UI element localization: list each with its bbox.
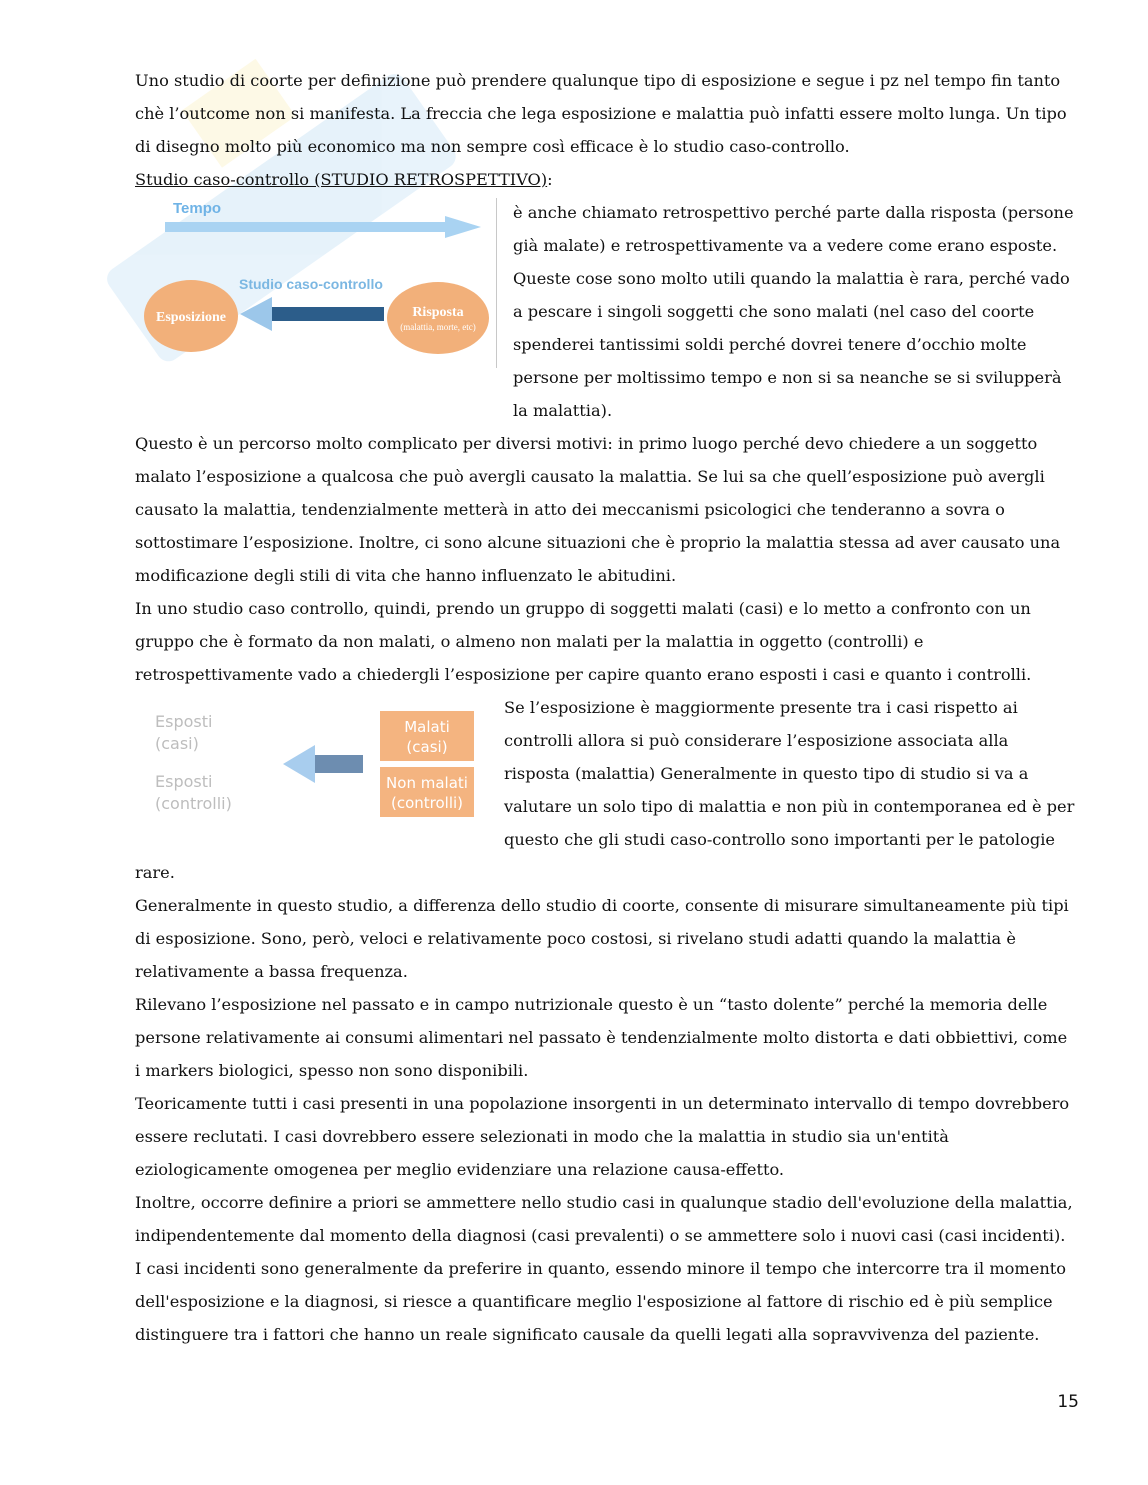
paragraph-intro: Uno studio di coorte per definizione può prendere qualunque tipo di esposizione e segue i pz nel tempo fin tanto chè l’outcome non si manifesta. La freccia che lega esposizione e malattia può infatti essere molto lunga. Un tipo di disegno molto più economico ma non sempre così efficace è lo studio caso-controllo. bbox=[135, 71, 1067, 156]
exposure-arrow-head bbox=[283, 745, 315, 783]
paragraph-prevalent-incident: Inoltre, occorre definire a priori se ammettere nello studio casi in qualunque stadio dell'evoluzione della malattia, indipendentemente dal momento della diagnosi (casi prevalenti) o se ammettere solo i nuovi casi (casi incidenti). bbox=[135, 1193, 1073, 1245]
exposure-diagram bbox=[135, 697, 490, 827]
tempo-arrow-shaft bbox=[165, 222, 445, 232]
section-heading-line bbox=[135, 163, 1075, 196]
esposti-casi-line2: (casi) bbox=[155, 734, 199, 753]
figure-exposed-cases-controls bbox=[135, 691, 490, 847]
tempo-label: Tempo bbox=[173, 200, 222, 217]
paragraph-retrospective: è anche chiamato retrospettivo perché parte dalla risposta (persone già malate) e retrospettivamente va a vedere come erano esposte. Queste cose sono molto utili quando la malattia è rara, perché vado a pescare i singoli soggetti che sono malati (nel caso del coorte spenderei tantissimi soldi perché dovrei tenere d’occhio molte persone per moltissimo tempo e non si sa neanche se si svilupperà la malattia). bbox=[513, 203, 1074, 420]
paragraph-recruitment: Teoricamente tutti i casi presenti in una popolazione insorgenti in un determinato intervallo di tempo dovrebbero essere reclutati. I casi dovrebbero essere selezionati in modo che la malattia in studio sia un'entità eziologicamente omogenea per meglio evidenziare una relazione causa-effetto. bbox=[135, 1094, 1070, 1179]
section-heading: Studio caso-controllo (STUDIO RETROSPETTIVO) bbox=[135, 170, 548, 189]
paragraph-association: Se l’esposizione è maggiormente presente tra i casi rispetto ai controlli allora si può considerare l’esposizione associata alla risposta (malattia) Generalmente in questo tipo di studio si va a valutare un solo tipo di malattia e non più in contemporanea ed è per questo che gli studi caso-controllo sono importanti per le patologie rare. bbox=[135, 698, 1075, 882]
paragraph-complications: Questo è un percorso molto complicato per diversi motivi: in primo luogo perché devo chiedere a un soggetto malato l’esposizione a qualcosa che può avergli causato la malattia. Se lui sa che quell’esposizione può avergli causato la malattia, tendenzialmente metterà in atto dei meccanismi psicologici che tenderanno a sovra o sottostimare l’esposizione. Inoltre, ci sono alcune situazioni che è proprio la malattia stessa ad aver causato una modificazione degli stili di vita che hanno influenzato le abitudini. bbox=[135, 434, 1061, 585]
exposure-arrow-shaft bbox=[315, 755, 363, 773]
retro-arrow-shaft bbox=[272, 307, 384, 321]
paragraph-recall: Rilevano l’esposizione nel passato e in campo nutrizionale questo è un “tasto dolente” perché la memoria delle persone relativamente ai consumi alimentari nel passato è tendenzialmente molto distorta e dati obbiettivi, come i markers biologici, spesso non sono disponibili. bbox=[135, 995, 1068, 1080]
page-number: 15 bbox=[1057, 1392, 1079, 1412]
esposti-controlli-line1: Esposti bbox=[155, 772, 213, 791]
paragraph-incident-preferred: I casi incidenti sono generalmente da preferire in quanto, essendo minore il tempo che intercorre tra il momento dell'esposizione e la diagnosi, si riesce a quantificare meglio l'esposizione al fattore di rischio ed è più semplice distinguere tra i fattori che hanno un reale significato causale da quelli legati alla sopravvivenza del paziente. bbox=[135, 1259, 1067, 1344]
paragraph-multiple-exposures: Generalmente in questo studio, a differenza dello studio di coorte, consente di misurare simultaneamente più tipi di esposizione. Sono, però, veloci e relativamente poco costosi, si rivelano studi adatti quando la malattia è relativamente a bassa frequenza. bbox=[135, 896, 1069, 981]
esposti-controlli-line2: (controlli) bbox=[155, 794, 232, 813]
malati-line2: (casi) bbox=[406, 738, 448, 756]
malati-line1: Malati bbox=[404, 718, 450, 736]
studio-label: Studio caso-controllo bbox=[239, 276, 383, 292]
heading-colon: : bbox=[547, 170, 553, 189]
risposta-sublabel: (malattia, morte, etc) bbox=[400, 322, 476, 332]
non-malati-line2: (controlli) bbox=[390, 794, 464, 812]
timeline-diagram bbox=[135, 198, 497, 378]
risposta-label: Risposta bbox=[412, 305, 464, 320]
esposizione-label: Esposizione bbox=[155, 310, 227, 325]
paragraph-case-control: In uno studio caso controllo, quindi, prendo un gruppo di soggetti malati (casi) e lo metto a confronto con un gruppo che è formato da non malati, o almeno non malati per la malattia in oggetto (controlli) e retrospettivamente vado a chiedergli l’esposizione per capire quanto erano esposti i casi e quanto i controlli. bbox=[135, 599, 1032, 684]
non-malati-line1: Non malati bbox=[386, 774, 468, 792]
figure-divider bbox=[496, 198, 497, 368]
esposti-casi-line1: Esposti bbox=[155, 712, 213, 731]
tempo-arrow-head bbox=[445, 216, 481, 238]
figure-case-control-timeline bbox=[135, 196, 497, 420]
retro-arrow-head bbox=[240, 297, 272, 331]
body-text bbox=[135, 64, 1075, 1351]
